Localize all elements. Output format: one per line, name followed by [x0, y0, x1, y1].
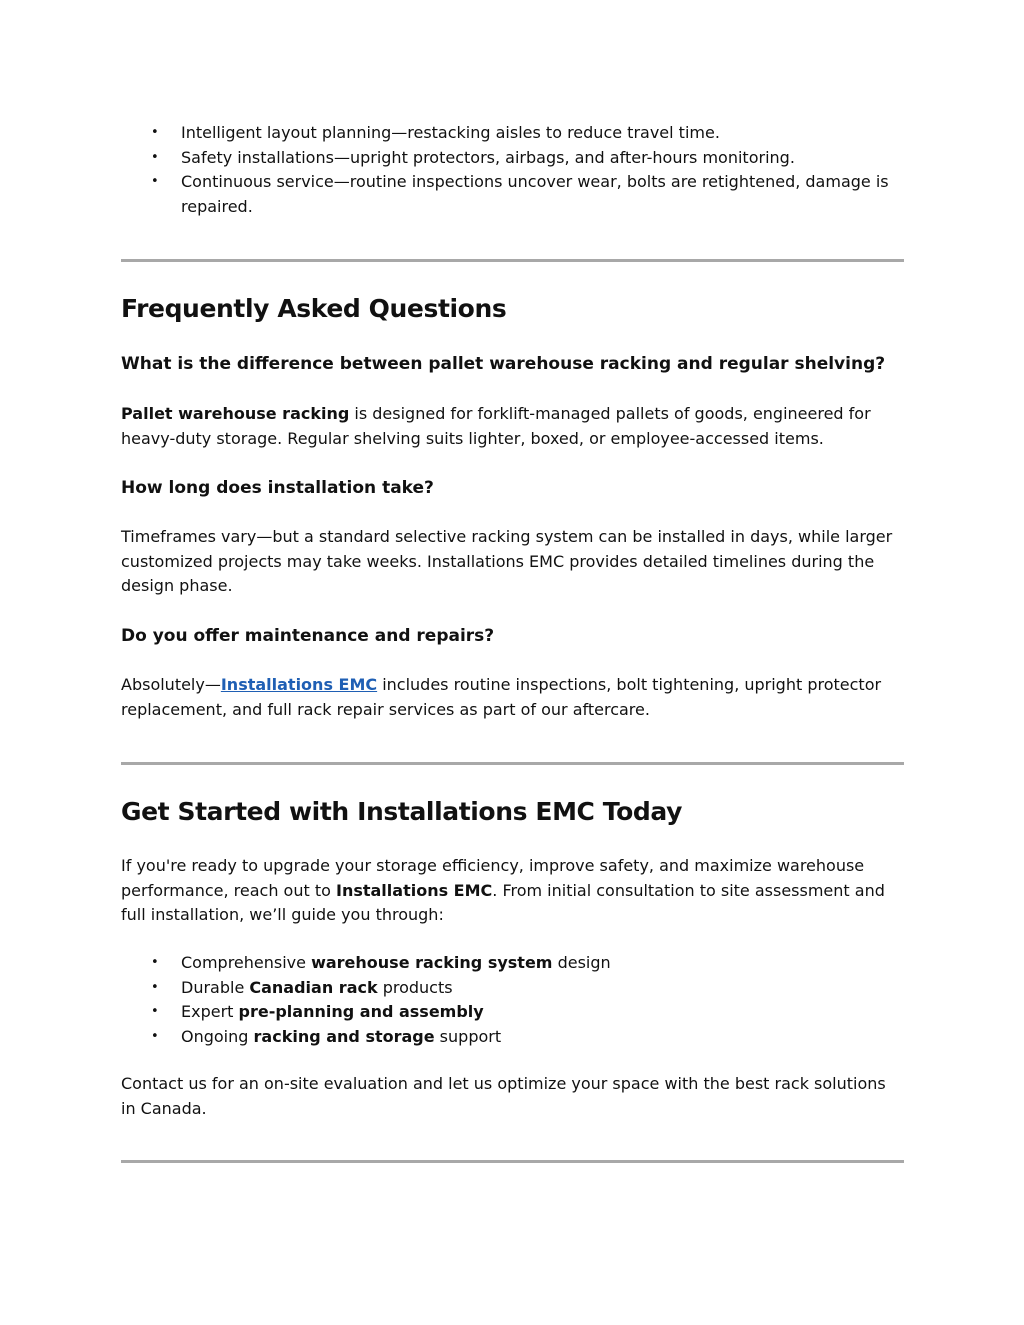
contact-paragraph: Contact us for an on-site evaluation and let us optimize your space with the best rack solutions in Canada.	[121, 1074, 886, 1118]
installations-emc-link[interactable]: Installations EMC	[220, 675, 378, 694]
list-item	[121, 1025, 904, 1050]
answer-text: is designed for forklift-managed pallets of goods, engineered for heavy-duty storage. Regular shelving suits lighter, boxed, or employee-accessed items.	[121, 404, 871, 448]
bullet-icon: •	[151, 1004, 159, 1019]
horizontal-divider	[121, 762, 904, 765]
list-item	[121, 951, 904, 976]
list-item	[121, 170, 904, 219]
bullet-icon: •	[151, 979, 159, 995]
intro-text-prefix: If you're ready to upgrade your storage efficiency, improve safety, and maximize warehouse performance, reach out to	[121, 856, 865, 900]
faq-answer	[121, 673, 904, 722]
item-pre: Comprehensive	[181, 953, 312, 972]
feature-list	[121, 121, 904, 219]
faq-question: What is the difference between pallet warehouse racking and regular shelving?	[121, 354, 886, 374]
list-item	[121, 1000, 904, 1025]
item-bold: Canadian rack	[249, 977, 378, 997]
list-item	[121, 121, 904, 146]
list-item-text: Safety installations—upright protectors, airbags, and after-hours monitoring.	[181, 147, 795, 167]
list-item	[121, 976, 904, 1001]
item-bold: racking and storage	[253, 1026, 435, 1046]
faq-answer	[121, 402, 904, 451]
faq-heading: Frequently Asked Questions	[121, 294, 507, 323]
horizontal-divider	[121, 1160, 904, 1163]
item-post: support	[434, 1026, 502, 1046]
item-pre: Ongoing	[181, 1026, 254, 1046]
get-started-heading: Get Started with Installations EMC Today	[121, 797, 683, 826]
answer-bold-term: Pallet warehouse racking	[121, 404, 350, 423]
intro-text-rest: . From initial consultation to site assessment and full installation, we’ll guide you through:	[121, 880, 885, 924]
list-item-text: Continuous service—routine inspections uncover wear, bolts are retightened, damage is repaired.	[181, 172, 889, 216]
faq-question: How long does installation take?	[121, 478, 434, 498]
services-list	[121, 951, 904, 1049]
answer-text-prefix: Absolutely—	[121, 675, 221, 694]
horizontal-divider	[121, 259, 904, 262]
get-started-intro	[121, 854, 904, 928]
bullet-icon: •	[151, 955, 159, 970]
answer-text: includes routine inspections, bolt tightening, upright protector replacement, and full rack repair services as part of our aftercare.	[121, 675, 882, 719]
bullet-icon: •	[151, 149, 159, 165]
bullet-icon: •	[151, 174, 159, 189]
item-bold: pre-planning and assembly	[238, 1002, 484, 1021]
item-bold: warehouse racking system	[311, 953, 553, 972]
item-post: design	[552, 953, 611, 972]
list-item	[121, 146, 904, 171]
bullet-icon: •	[151, 125, 159, 140]
bullet-icon: •	[151, 1028, 159, 1044]
faq-question: Do you offer maintenance and repairs?	[121, 626, 495, 646]
list-item-text: Intelligent layout planning—restacking aisles to reduce travel time.	[181, 123, 720, 142]
intro-bold-company: Installations EMC	[335, 880, 493, 900]
item-pre: Durable	[181, 977, 250, 997]
faq-answer: Timeframes vary—but a standard selective racking system can be installed in days, while larger customized projects may take weeks. Installations EMC provides detailed timelines during the design phase.	[121, 527, 893, 595]
item-pre: Expert	[181, 1002, 239, 1021]
item-post: products	[377, 977, 453, 997]
